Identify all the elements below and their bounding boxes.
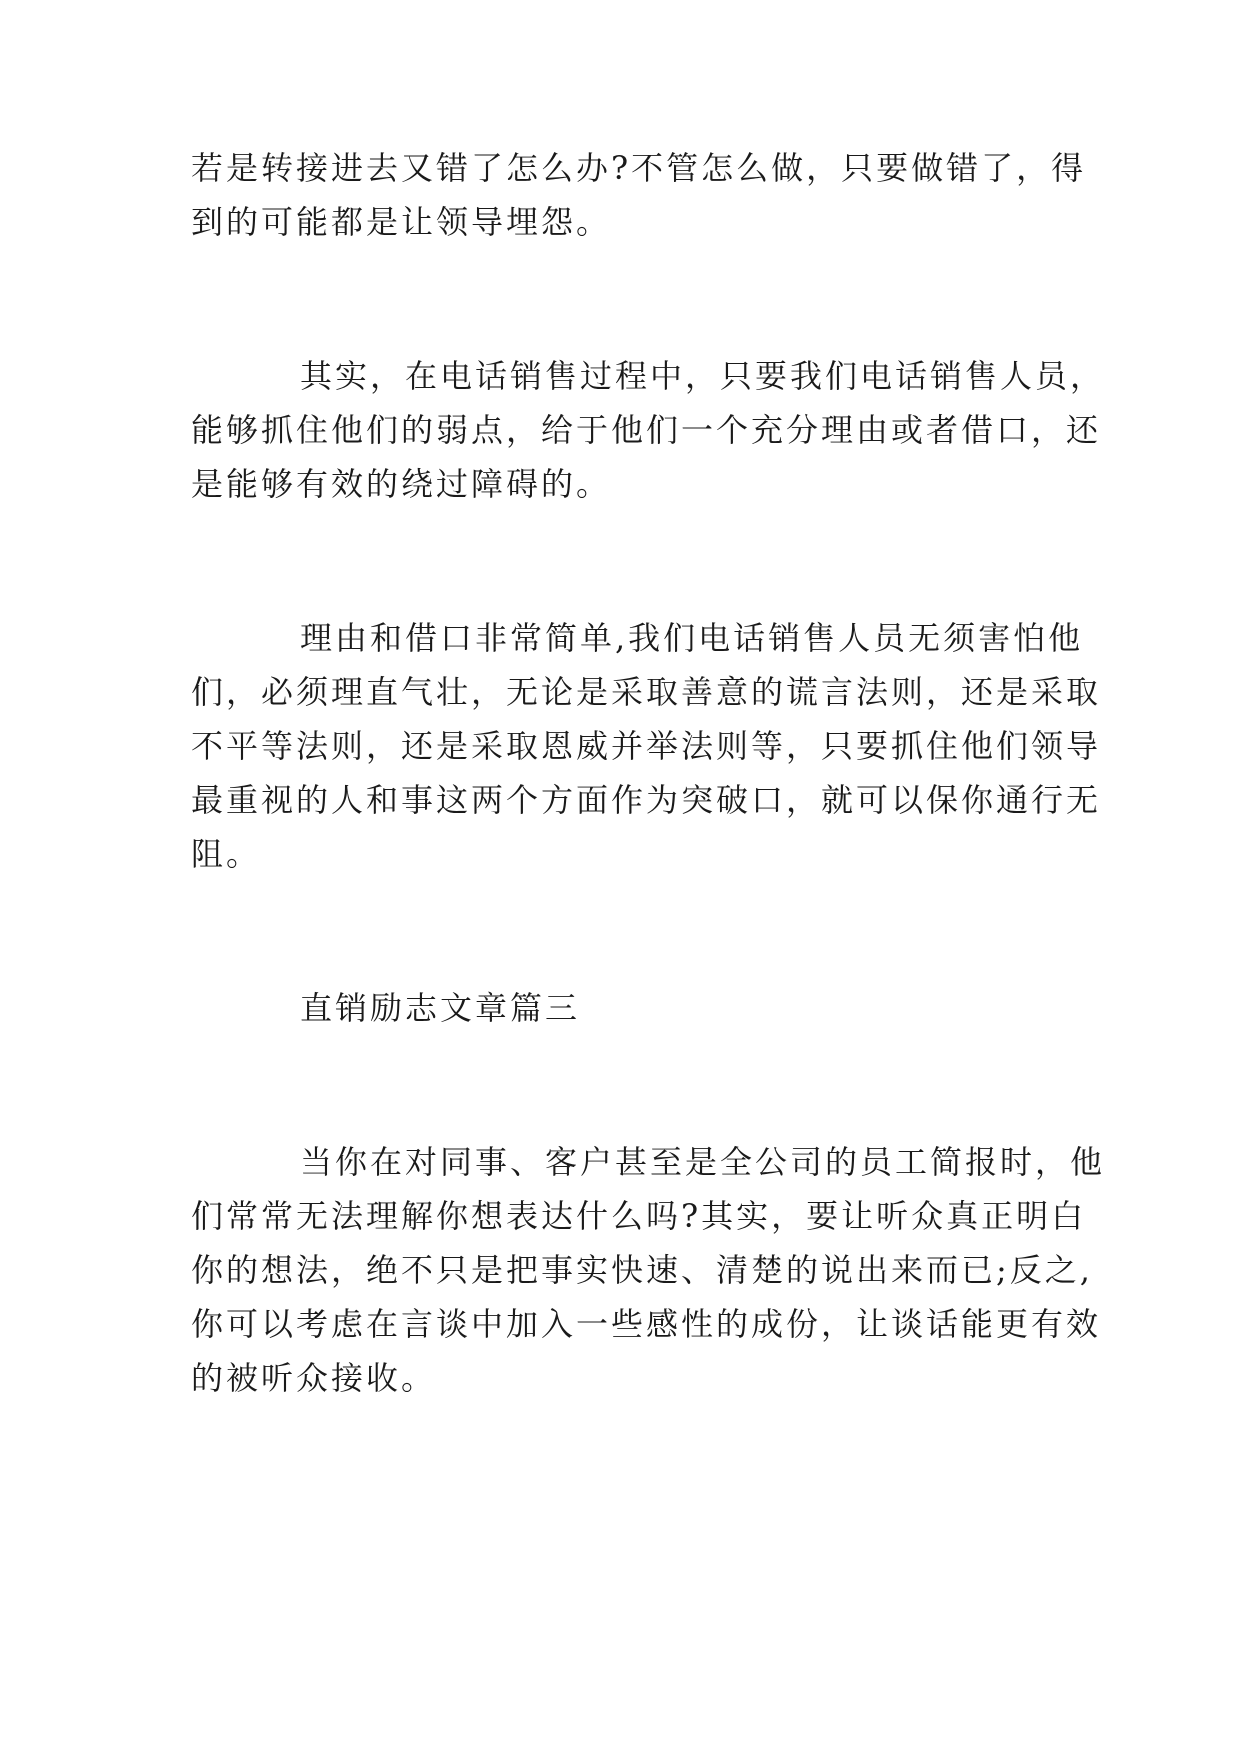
paragraph-4-line-2: 们常常无法理解你想表达什么吗?其实，要让听众真正明白 [191, 1197, 1087, 1235]
paragraph-4-line-5: 的被听众接收。 [191, 1359, 437, 1397]
section-heading: 直销励志文章篇三 [300, 989, 581, 1027]
paragraph-4-line-4: 你可以考虑在言谈中加入一些感性的成份，让谈话能更有效 [191, 1305, 1102, 1343]
paragraph-3-line-5: 阻。 [191, 835, 262, 873]
paragraph-1-line-1: 若是转接进去又错了怎么办?不管怎么做，只要做错了，得 [191, 149, 1087, 187]
paragraph-1-line-2: 到的可能都是让领导埋怨。 [191, 203, 612, 241]
paragraph-3-line-4: 最重视的人和事这两个方面作为突破口，就可以保你通行无 [191, 781, 1102, 819]
paragraph-2-line-3: 是能够有效的绕过障碍的。 [191, 465, 612, 503]
paragraph-2-line-1: 其实，在电话销售过程中，只要我们电话销售人员， [300, 357, 1106, 395]
paragraph-3-line-3: 不平等法则，还是采取恩威并举法则等，只要抓住他们领导 [191, 727, 1102, 765]
paragraph-2-line-2: 能够抓住他们的弱点，给于他们一个充分理由或者借口，还 [191, 411, 1102, 449]
paragraph-3-line-1: 理由和借口非常简单,我们电话销售人员无须害怕他 [300, 619, 1084, 657]
paragraph-4-line-1: 当你在对同事、客户甚至是全公司的员工简报时，他 [300, 1143, 1106, 1181]
paragraph-4-line-3: 你的想法，绝不只是把事实快速、清楚的说出来而已;反之, [191, 1251, 1093, 1289]
paragraph-3-line-2: 们，必须理直气壮，无论是采取善意的谎言法则，还是采取 [191, 673, 1102, 711]
